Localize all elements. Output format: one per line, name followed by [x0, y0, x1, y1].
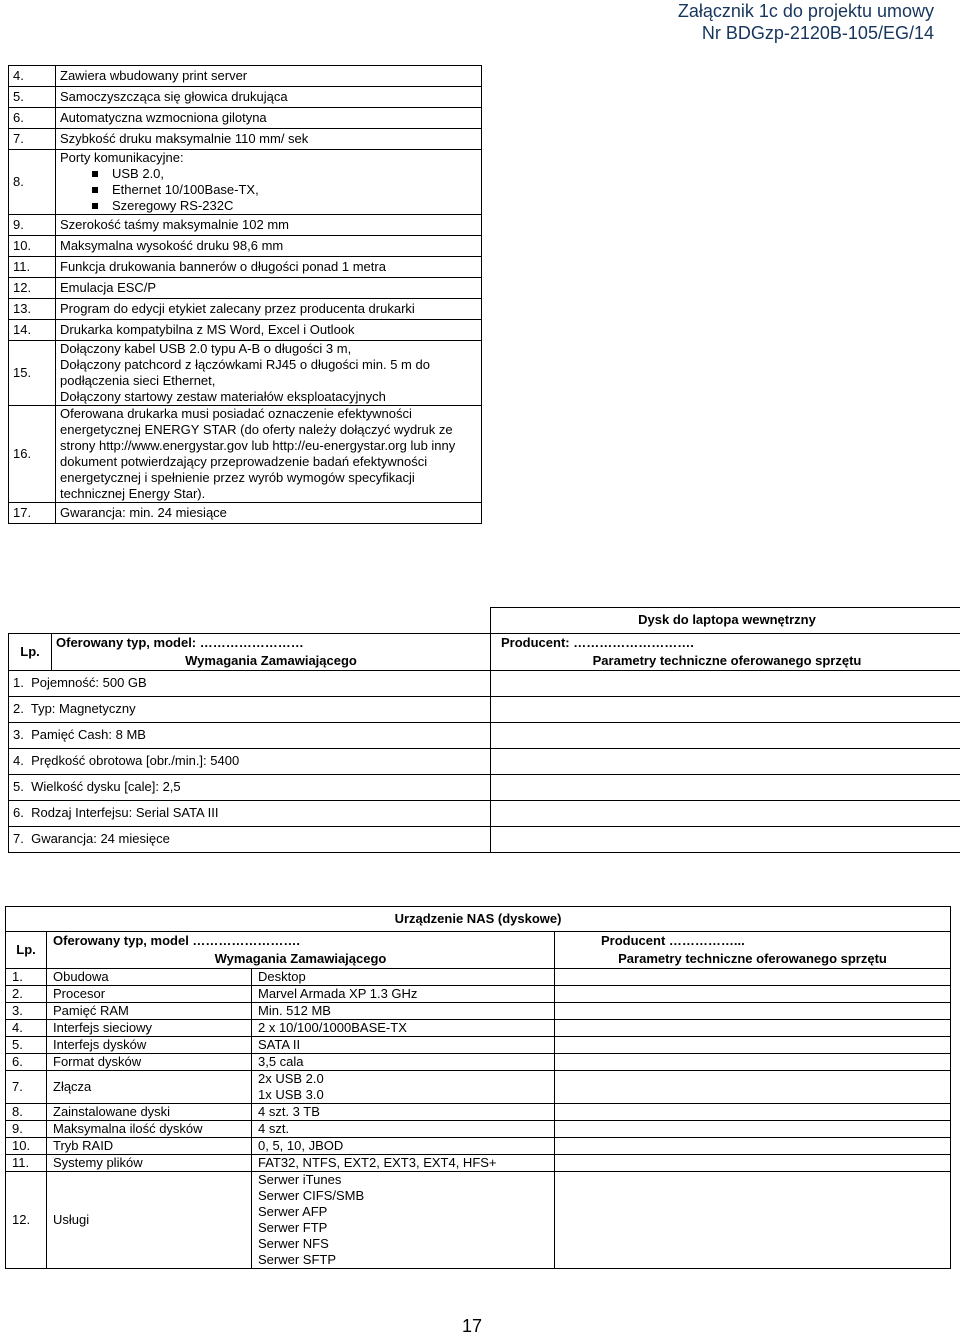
table-row	[6, 1003, 951, 1020]
row-text	[56, 503, 482, 524]
row-number: 13.	[9, 299, 56, 320]
table-row	[9, 236, 482, 257]
value-line: SATA II	[258, 1037, 548, 1053]
requirement-text: Drukarka kompatybilna z MS Word, Excel i Outlook	[60, 322, 477, 338]
value-line: 3,5 cala	[258, 1054, 548, 1070]
row-text	[56, 87, 482, 108]
requirement-text: Maksymalna wysokość druku 98,6 mm	[60, 238, 477, 254]
table-row	[9, 257, 482, 278]
offered-parameter-cell[interactable]	[491, 722, 960, 748]
row-number: 7.	[9, 129, 56, 150]
table-row	[6, 1037, 951, 1054]
row-text	[56, 320, 482, 341]
page-number: 17	[0, 1316, 944, 1337]
bullet-list	[60, 166, 477, 214]
nas-table-title: Urządzenie NAS (dyskowe)	[6, 907, 951, 932]
value-line: Marvel Armada XP 1.3 GHz	[258, 986, 548, 1002]
requirement-text: Funkcja drukowania bannerów o długości ponad 1 metra	[60, 259, 477, 275]
value-line: 1x USB 3.0	[258, 1087, 548, 1103]
offered-parameter-cell[interactable]	[491, 826, 960, 852]
table-row	[6, 1172, 951, 1269]
row-number: 17.	[9, 503, 56, 524]
row-number: 8.	[6, 1104, 47, 1121]
value-line: Serwer AFP	[258, 1204, 548, 1220]
disk-lp-header: Lp.	[9, 633, 52, 670]
row-number: 6.	[9, 108, 56, 129]
value-line: Serwer FTP	[258, 1220, 548, 1236]
disk-requirement	[9, 800, 491, 826]
value-line: 4 szt.	[258, 1121, 548, 1137]
requirement-text: Zawiera wbudowany print server	[60, 68, 477, 84]
disk-requirements-table	[8, 607, 960, 853]
row-number: 6.	[13, 805, 24, 820]
table-row	[9, 66, 482, 87]
disk-requirement	[9, 722, 491, 748]
row-number: 8.	[9, 150, 56, 215]
disk-offered-model: Oferowany typ, model: ……………………	[52, 633, 491, 652]
table-row	[6, 1020, 951, 1037]
requirement-text: Wielkość dysku [cale]: 2,5	[31, 779, 181, 794]
parameter-value	[252, 1121, 555, 1138]
requirement-text: Pojemność: 500 GB	[31, 675, 147, 690]
disk-requirement	[9, 670, 491, 696]
parameter-value	[252, 1155, 555, 1172]
table-row	[6, 986, 951, 1003]
disk-params-header: Parametry techniczne oferowanego sprzętu	[491, 652, 960, 671]
row-number: 4.	[6, 1020, 47, 1037]
row-number: 1.	[6, 969, 47, 986]
printer-requirements-table	[8, 65, 482, 524]
row-number: 14.	[9, 320, 56, 341]
row-number: 10.	[6, 1138, 47, 1155]
requirement-text: Program do edycji etykiet zalecany przez producenta drukarki	[60, 301, 477, 317]
offered-parameter-cell[interactable]	[491, 670, 960, 696]
disk-producer: Producent: ……………………….	[491, 633, 960, 652]
parameter-name: Pamięć RAM	[47, 1003, 252, 1020]
row-text	[56, 129, 482, 150]
row-text	[56, 406, 482, 503]
offered-parameter-cell[interactable]	[555, 986, 951, 1003]
requirement-text: Prędkość obrotowa [obr./min.]: 5400	[31, 753, 239, 768]
parameter-name: Zainstalowane dyski	[47, 1104, 252, 1121]
row-number: 9.	[6, 1121, 47, 1138]
table-row	[9, 722, 960, 748]
requirement-text: Pamięć Cash: 8 MB	[31, 727, 146, 742]
row-number: 6.	[6, 1054, 47, 1071]
row-number: 15.	[9, 341, 56, 406]
table-row	[9, 150, 482, 215]
value-line: Serwer NFS	[258, 1236, 548, 1252]
row-text	[56, 278, 482, 299]
row-text	[56, 108, 482, 129]
requirement-text: Oferowana drukarka musi posiadać oznaczenie efektywności energetycznej ENERGY STAR (do oferty należy dołączyć wydruk ze strony http://www.energystar.gov lub http://eu-energystar.org lub inny dokument potwierdzający przeprowadzenie badań efektywności energetycznej i spełnienie przez wyrób wymogów specyfikacji technicznej Energy Star).	[60, 406, 477, 502]
table-row	[9, 774, 960, 800]
parameter-name: Systemy plików	[47, 1155, 252, 1172]
bullet-item: USB 2.0,	[112, 166, 477, 182]
value-line: 0, 5, 10, JBOD	[258, 1138, 548, 1154]
parameter-name: Interfejs sieciowy	[47, 1020, 252, 1037]
row-number: 7.	[13, 831, 24, 846]
table-row	[9, 215, 482, 236]
requirement-text: Emulacja ESC/P	[60, 280, 477, 296]
row-number: 9.	[9, 215, 56, 236]
requirement-text: Gwarancja: min. 24 miesiące	[60, 505, 477, 521]
table-row	[9, 406, 482, 503]
row-number: 4.	[9, 66, 56, 87]
table-row	[9, 503, 482, 524]
offered-parameter-cell[interactable]	[555, 1138, 951, 1155]
parameter-value	[252, 1138, 555, 1155]
offered-parameter-cell[interactable]	[555, 1104, 951, 1121]
row-number: 7.	[6, 1071, 47, 1104]
parameter-name: Procesor	[47, 986, 252, 1003]
parameter-value	[252, 969, 555, 986]
row-number: 1.	[13, 675, 24, 690]
value-line: Serwer iTunes	[258, 1172, 548, 1188]
offered-parameter-cell[interactable]	[555, 1003, 951, 1020]
requirement-text: Samoczyszcząca się głowica drukująca	[60, 89, 477, 105]
requirement-line: Dołączony patchcord z łączówkami RJ45 o długości min. 5 m do podłączenia sieci Ethernet,	[60, 357, 477, 389]
row-text	[56, 150, 482, 215]
row-text	[56, 299, 482, 320]
row-number: 16.	[9, 406, 56, 503]
table-row	[6, 1054, 951, 1071]
nas-lp-header: Lp.	[6, 932, 47, 969]
offered-parameter-cell[interactable]	[491, 774, 960, 800]
offered-parameter-cell[interactable]	[491, 800, 960, 826]
document-header	[678, 0, 934, 44]
offered-parameter-cell[interactable]	[555, 969, 951, 986]
table-row	[9, 826, 960, 852]
table-row	[9, 748, 960, 774]
row-number: 3.	[6, 1003, 47, 1020]
value-line: 4 szt. 3 TB	[258, 1104, 548, 1120]
disk-requirement	[9, 748, 491, 774]
table-row	[6, 1121, 951, 1138]
requirement-text: Szerokość taśmy maksymalnie 102 mm	[60, 217, 477, 233]
parameter-value	[252, 1071, 555, 1104]
parameter-name: Tryb RAID	[47, 1138, 252, 1155]
row-number: 5.	[6, 1037, 47, 1054]
requirement-text: Automatyczna wzmocniona gilotyna	[60, 110, 477, 126]
row-number: 5.	[9, 87, 56, 108]
nas-offered-model: Oferowany typ, model …………………….	[47, 932, 555, 951]
offered-parameter-cell[interactable]	[555, 1037, 951, 1054]
offered-parameter-cell[interactable]	[491, 696, 960, 722]
table-row	[6, 1155, 951, 1172]
parameter-name: Złącza	[47, 1071, 252, 1104]
table-row	[9, 299, 482, 320]
value-line: 2 x 10/100/1000BASE-TX	[258, 1020, 548, 1036]
row-number: 3.	[13, 727, 24, 742]
row-number: 12.	[6, 1172, 47, 1269]
requirement-text: Gwarancja: 24 miesięce	[31, 831, 170, 846]
row-number: 11.	[9, 257, 56, 278]
bullet-item: Ethernet 10/100Base-TX,	[112, 182, 477, 198]
parameter-name: Format dysków	[47, 1054, 252, 1071]
parameter-value	[252, 1172, 555, 1269]
nas-req-header: Wymagania Zamawiającego	[47, 950, 555, 969]
value-line: Serwer SFTP	[258, 1252, 548, 1268]
row-text	[56, 66, 482, 87]
disk-req-header: Wymagania Zamawiającego	[52, 652, 491, 671]
requirement-text: Typ: Magnetyczny	[31, 701, 136, 716]
table-row	[9, 320, 482, 341]
header-line-2: Nr BDGzp-2120B-105/EG/14	[678, 22, 934, 44]
requirement-text: Rodzaj Interfejsu: Serial SATA III	[31, 805, 218, 820]
value-line: 2x USB 2.0	[258, 1071, 548, 1087]
offered-parameter-cell[interactable]	[491, 748, 960, 774]
table-row	[9, 670, 960, 696]
parameter-name: Usługi	[47, 1172, 252, 1269]
parameter-value	[252, 986, 555, 1003]
value-line: FAT32, NTFS, EXT2, EXT3, EXT4, HFS+	[258, 1155, 548, 1171]
parameter-name: Interfejs dysków	[47, 1037, 252, 1054]
table-row	[6, 1138, 951, 1155]
offered-parameter-cell[interactable]	[555, 1172, 951, 1269]
offered-parameter-cell[interactable]	[555, 1071, 951, 1104]
row-number: 4.	[13, 753, 24, 768]
row-number: 12.	[9, 278, 56, 299]
requirement-line: Dołączony startowy zestaw materiałów eksploatacyjnych	[60, 389, 477, 405]
parameter-value	[252, 1054, 555, 1071]
table-row	[9, 108, 482, 129]
row-number: 11.	[6, 1155, 47, 1172]
nas-producer: Producent ……………...	[555, 932, 951, 951]
value-line: Serwer CIFS/SMB	[258, 1188, 548, 1204]
requirement-text: Porty komunikacyjne:	[60, 150, 477, 166]
disk-requirement	[9, 826, 491, 852]
requirement-line: Dołączony kabel USB 2.0 typu A-B o długości 3 m,	[60, 341, 477, 357]
table-row	[9, 129, 482, 150]
table-row	[6, 1104, 951, 1121]
row-number: 10.	[9, 236, 56, 257]
table-row	[9, 278, 482, 299]
row-text	[56, 257, 482, 278]
row-text	[56, 215, 482, 236]
parameter-value	[252, 1020, 555, 1037]
offered-parameter-cell[interactable]	[555, 1020, 951, 1037]
disk-requirement	[9, 774, 491, 800]
bullet-item: Szeregowy RS-232C	[112, 198, 477, 214]
row-text	[56, 341, 482, 406]
parameter-name: Maksymalna ilość dysków	[47, 1121, 252, 1138]
row-text	[56, 236, 482, 257]
parameter-name: Obudowa	[47, 969, 252, 986]
table-row	[9, 87, 482, 108]
offered-parameter-cell[interactable]	[555, 1054, 951, 1071]
nas-params-header: Parametry techniczne oferowanego sprzętu	[555, 950, 951, 969]
parameter-value	[252, 1037, 555, 1054]
table-row	[9, 800, 960, 826]
offered-parameter-cell[interactable]	[555, 1155, 951, 1172]
header-line-1: Załącznik 1c do projektu umowy	[678, 0, 934, 22]
table-row	[6, 969, 951, 986]
nas-requirements-table	[5, 906, 951, 1269]
disk-requirement	[9, 696, 491, 722]
table-row	[9, 341, 482, 406]
requirement-text: Szybkość druku maksymalnie 110 mm/ sek	[60, 131, 477, 147]
row-number: 2.	[6, 986, 47, 1003]
value-line: Desktop	[258, 969, 548, 985]
parameter-value	[252, 1104, 555, 1121]
value-line: Min. 512 MB	[258, 1003, 548, 1019]
parameter-value	[252, 1003, 555, 1020]
row-number: 5.	[13, 779, 24, 794]
table-row	[9, 696, 960, 722]
disk-table-title: Dysk do laptopa wewnętrzny	[491, 608, 960, 634]
table-row	[6, 1071, 951, 1104]
offered-parameter-cell[interactable]	[555, 1121, 951, 1138]
row-number: 2.	[13, 701, 24, 716]
